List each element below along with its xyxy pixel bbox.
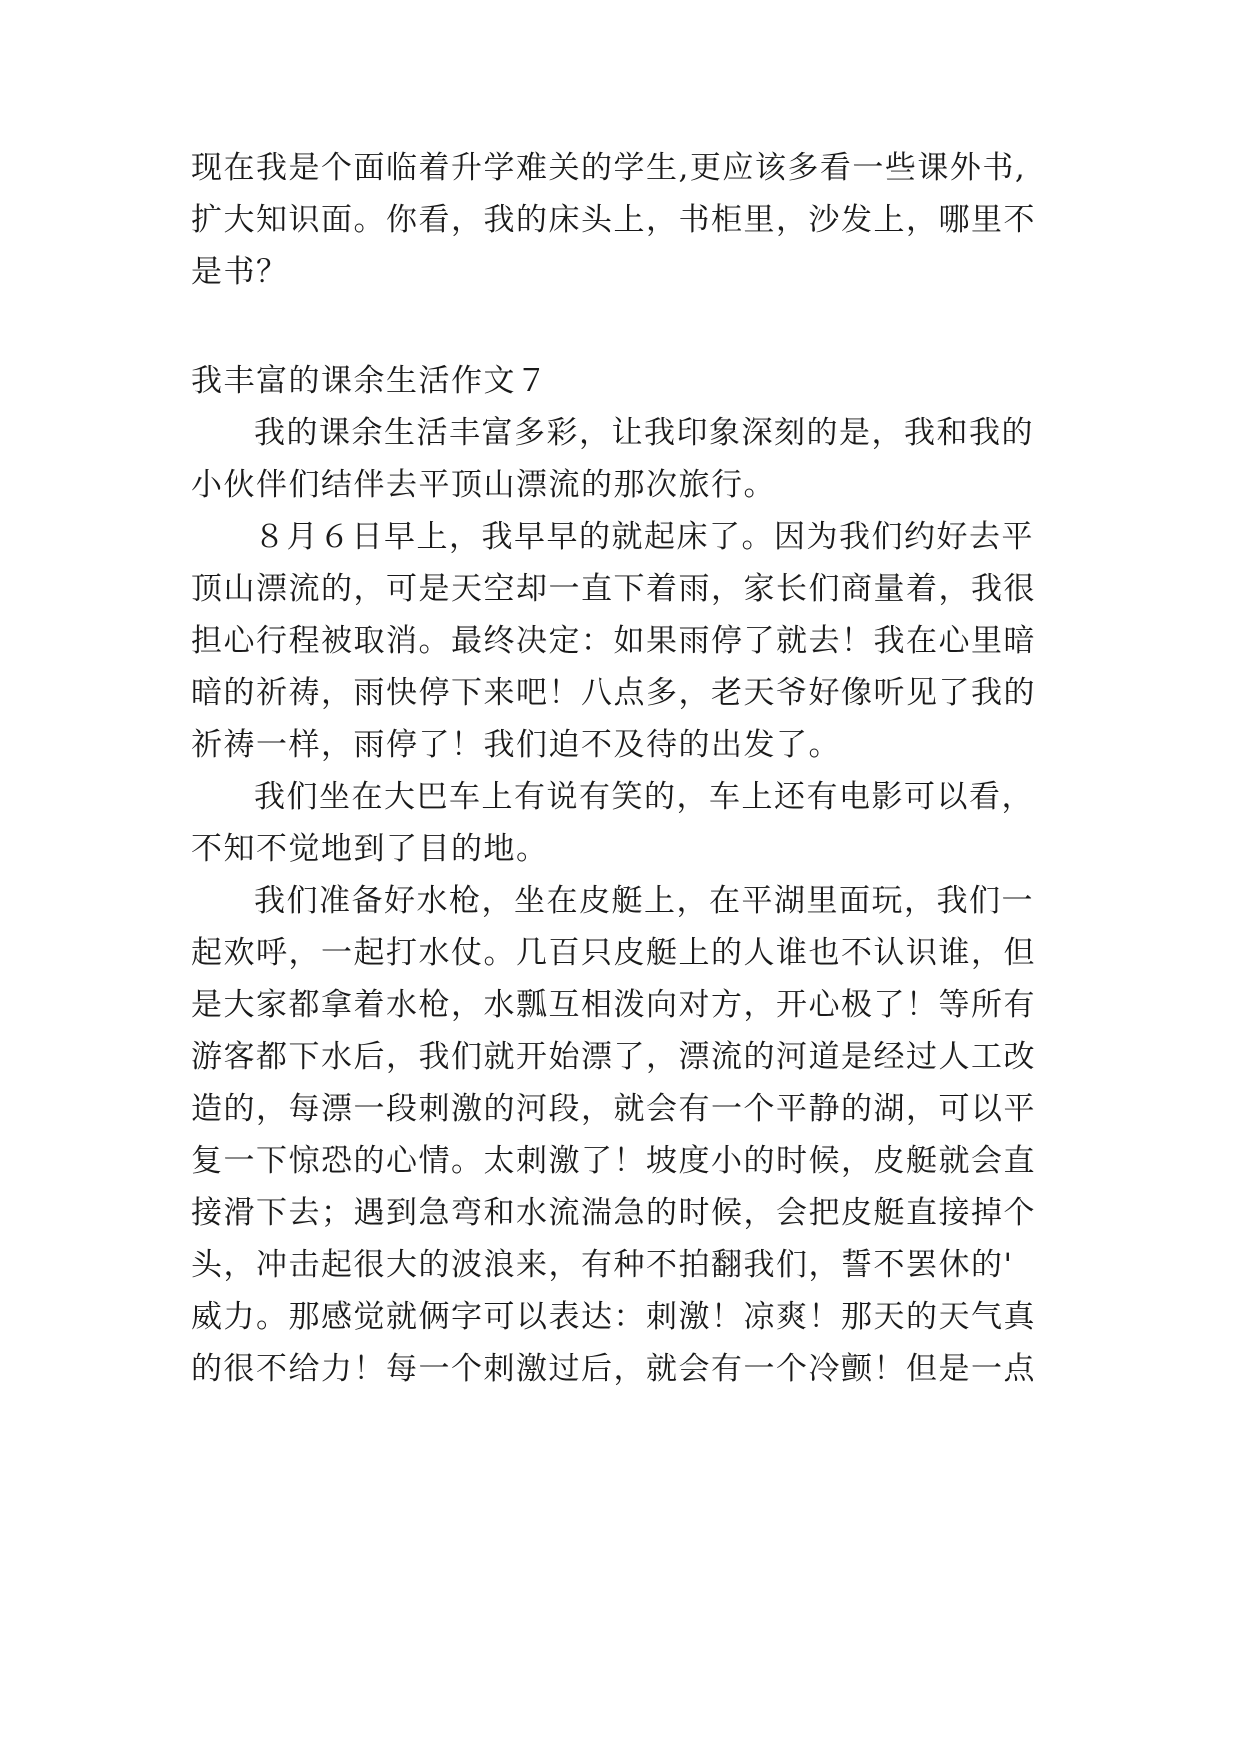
paragraph-line: 起欢呼，一起打水仗。几百只皮艇上的人谁也不认识谁，但 <box>191 935 1036 971</box>
paragraph-line: 我们准备好水枪，坐在皮艇上，在平湖里面玩，我们一 <box>254 883 1034 919</box>
paragraph-line: 是大家都拿着水枪，水瓢互相泼向对方，开心极了！等所有 <box>191 987 1036 1023</box>
paragraph-line: 威力。那感觉就俩字可以表达：刺激！凉爽！那天的天气真 <box>191 1299 1036 1335</box>
paragraph-line: 头，冲击起很大的波浪来，有种不拍翻我们，誓不罢休的' <box>191 1247 1014 1283</box>
section-heading: 我丰富的课余生活作文７ <box>191 363 549 399</box>
intro-line-2: 扩大知识面。你看，我的床头上，书柜里，沙发上，哪里不 <box>191 202 1036 238</box>
paragraph-line: 游客都下水后，我们就开始漂了，漂流的河道是经过人工改 <box>191 1039 1036 1075</box>
paragraph-line: 小伙伴们结伴去平顶山漂流的那次旅行。 <box>191 467 776 503</box>
paragraph-line: 顶山漂流的，可是天空却一直下着雨，家长们商量着，我很 <box>191 571 1036 607</box>
paragraph-line: 我们坐在大巴车上有说有笑的，车上还有电影可以看， <box>254 779 1034 815</box>
paragraph-line: 不知不觉地到了目的地。 <box>191 831 549 867</box>
paragraph-line: 的很不给力！每一个刺激过后，就会有一个冷颤！但是一点 <box>191 1351 1036 1387</box>
paragraph-line: 我的课余生活丰富多彩，让我印象深刻的是，我和我的 <box>254 415 1034 451</box>
intro-line-3: 是书？ <box>191 254 289 290</box>
paragraph-line: 担心行程被取消。最终决定：如果雨停了就去！我在心里暗 <box>191 623 1036 659</box>
paragraph-line: 造的，每漂一段刺激的河段，就会有一个平静的湖，可以平 <box>191 1091 1036 1127</box>
paragraph-line: 复一下惊恐的心情。太刺激了！坡度小的时候，皮艇就会直 <box>191 1143 1036 1179</box>
intro-line-1: 现在我是个面临着升学难关的学生,更应该多看一些课外书, <box>191 150 1027 186</box>
paragraph-line: 祈祷一样，雨停了！我们迫不及待的出发了。 <box>191 727 841 763</box>
paragraph-line: 接滑下去；遇到急弯和水流湍急的时候，会把皮艇直接掉个 <box>191 1195 1036 1231</box>
paragraph-line: ８月６日早上，我早早的就起床了。因为我们约好去平 <box>254 519 1034 555</box>
paragraph-line: 暗的祈祷，雨快停下来吧！八点多，老天爷好像听见了我的 <box>191 675 1036 711</box>
